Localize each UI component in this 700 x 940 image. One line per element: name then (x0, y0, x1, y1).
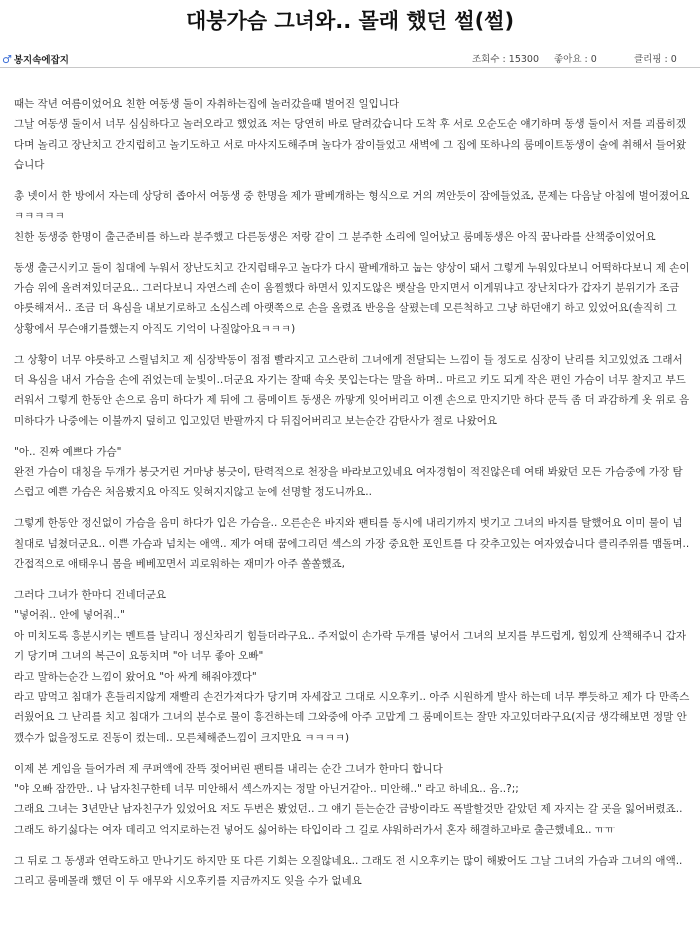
body-line: 그렇게 한동안 정신없이 가슴을 음미 하다가 입은 가슴을.. 오른손은 바지와 팬티를 동시에 내리기까지 벗기고 그녀의 바지를 탈했어요 이미 물이 넘칠대로 넘쳤더군요.. 이쁜 가슴과 넘치는 애액.. 제가 여태 꿈에그리던 섹스의 가장 중요한 포인트를 다 갖추고있는 여자였습니다 클리주위를 맴돌며.. 간접적으로 애태우니 몸을 베베꼬면서 괴로워하는 재미가 아주 쏠쏠했죠, (14, 517, 690, 571)
body-line: 동생 출근시키고 둘이 침대에 누워서 장난도치고 간지럼태우고 놀다가 다시 팔베개하고 눕는 양상이 돼서 그렇게 누워있다보니 어떡하다보니 제 손이 가슴 위에 올려져있더군요.. 그러다보니 자연스레 손이 움찔했다 하면서 있지도않은 뱃살을 만지면서 이게뭐냐고 장난치다가 갑자기 분위기가 조금 야릇해져서.. 조금 더 욕심을 내보기로하고 소심스레 아랫쪽으로 손을 올렸죠 반응을 살폈는데 모른척하고 그냥 하던얘기 하고 있었어요(솔직히 그 상황에서 무슨얘기를했는지 아직도 기억이 나질않아요ㅋㅋㅋ) (14, 261, 690, 335)
like-count[interactable]: 좋아요 : 0 (554, 54, 597, 65)
clip-count[interactable]: 클리핑 : 0 (634, 54, 677, 65)
body-line: 총 넷이서 한 방에서 자는데 상당히 좁아서 여동생 중 한명을 제가 팔베개하는 형식으로 거의 껴안듯이 잠에들었죠, 문제는 다음날 아침에 벌어졌어요 ㅋㅋㅋㅋㅋ (14, 190, 690, 223)
body-line: 때는 작년 여름이었어요 친한 여동생 둘이 자취하는집에 놀러갔을때 벌어진 일입니다 (14, 98, 400, 110)
body-line: 그러다 그녀가 한마디 건네더군요 (14, 588, 167, 601)
post-title: 대붕가슴 그녀와.. 몰래 했던 썰(썰) (185, 9, 515, 33)
post-meta-bar (0, 52, 700, 68)
body-line: "넣어줘.. 안에 넣어줘.." (14, 609, 125, 622)
post-body (14, 94, 690, 891)
body-line: 그래요 그녀는 3년만난 남자친구가 있었어요 저도 두번은 봤었던.. 그 얘기 듣는순간 금방이라도 폭발할것만 같았던 제 자지는 갈 곳을 잃어버렸죠.. 그래도 하기싫다는 여자 데리고 억지로하는건 넣어도 싫어하는 타입이라 그 길로 샤워하러가서 혼자 해결하고바로 출근했네요.. ㅠㅠ (14, 803, 683, 836)
board-label[interactable] (2, 52, 69, 69)
body-line: 라고 말하는순간 느낌이 왔어요 "아 싸게 해줘야겠다" (14, 670, 257, 683)
post-stats (472, 52, 692, 68)
body-line: 그 상황이 너무 야릇하고 스릴넘치고 제 심장박동이 점점 빨라지고 고스란히 그녀에게 전달되는 느낌이 들 정도로 심장이 난리를 치고있었죠 그래서 더 욕심을 내서 가슴을 손에 쥐었는데 눈빛이..더군요 자기는 잘때 속옷 못입는다는 말을 하며.. 마르고 키도 되게 작은 편인 가슴이 너무 찰지고 부드러워서 그렇게 한동안 손으로 음미 하다가 제 뒤에 그 룸메이트 동생은 까맣게 잊어버리고 이젠 손으로 만지기만 하다 문득 좀 더 과감하게 옷 위로 음미하다가 나중에는 이불까지 덮히고 입고있던 반팔까지 다 뒤집어버리고 보는순간 감탄사가 절로 나왔어요 (14, 353, 690, 427)
body-line: 아 미치도록 흥분시키는 멘트를 날리니 정신차리기 힘들더라구요.. 주저없이 손가락 두개를 넣어서 그녀의 보지를 부드럽게, 힘있게 산책해주니 갑자기 당기며 그녀의 복근이 요동치며 "아 너무 좋아 오빠" (14, 629, 686, 663)
view-count: 조회수 : 15300 (472, 54, 539, 65)
body-line: 완전 가슴이 대칭을 두개가 봉긋거린 거마냥 봉긋이, 탄력적으로 천장을 바라보고있네요 여자경험이 적진않은데 여태 봐왔던 모든 가슴중에 가장 탐스럽고 예쁜 가슴은 처음봤지요 아직도 잊혀지지않고 눈에 선명할 정도니까요.. (14, 466, 683, 499)
board-name: 봉지속에잡지 (13, 55, 69, 66)
body-line: 이제 본 게임을 들어가려 제 쿠퍼액에 잔뜩 젖어버린 팬티를 내리는 순간 그녀가 한마디 합니다 (14, 762, 443, 775)
body-line: 친한 동생중 한명이 출근준비를 하느라 분주했고 다른동생은 저랑 같이 그 분주한 소리에 일어났고 룸메동생은 아직 꿈나라를 산책중이었어요 (14, 230, 656, 243)
body-line: 그날 여동생 둘이서 너무 심심하다고 놀러오라고 했었죠 저는 당연히 바로 달려갔습니다 도착 후 서로 오순도순 얘기하며 동생 둘이서 저를 괴롭히겠다며 놀리고 장난치고 간지럽히고 놀기도하고 서로 마사지도해주며 놀다가 잠이들었고 새벽에 그 집에 또하나의 룸메이트동생이 술에 취해서 들어왔습니다 (14, 118, 687, 172)
body-line: 그 뒤로 그 동생과 연락도하고 만나기도 하지만 또 다른 기회는 오질않네요.. 그래도 전 시오후키는 많이 해봤어도 그날 그녀의 가슴과 그녀의 애액.. 그리고 룸메몰래 했던 이 두 애무와 시오후키를 지금까지도 잊을 수가 없네요 (14, 854, 683, 887)
body-line: "아.. 진짜 예쁘다 가슴" (14, 445, 122, 458)
body-line: 라고 맘먹고 침대가 흔들리지않게 재빨리 손건가져다가 당기며 자세잡고 그대로 시오후키.. 아주 시원하게 발사 하는데 너무 뿌듯하고 제가 다 만족스러웠어요 그 난리를 치고 침대가 그녀의 분수로 물이 흥건하는데 그와중에 아주 고맙게 그 룸메이트는 잘만 자고있더라구요(지금 생각해보면 정말 안깼수가 없을정도로 진동이 컸는데.. 모른체해준느낌이 크지만요 ㅋㅋㅋㅋ) (14, 690, 690, 744)
body-line: "야 오빠 잠깐만.. 나 남자친구한테 너무 미안해서 섹스까지는 정말 아닌거같아.. 미안해.." 라고 하네요.. 음..?;; (14, 782, 519, 795)
male-symbol-icon: ♂ (2, 53, 12, 66)
